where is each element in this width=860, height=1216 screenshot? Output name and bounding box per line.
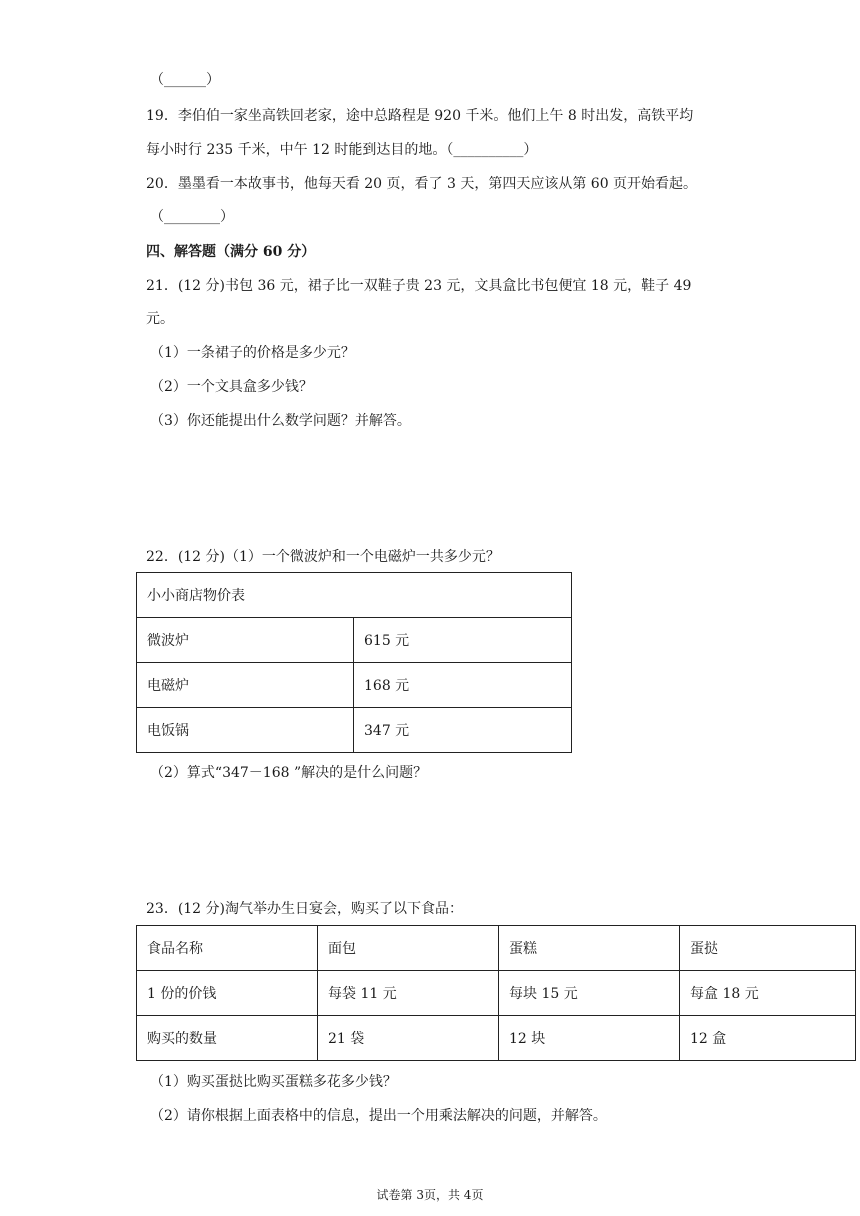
answer-blank-20: （________） xyxy=(150,209,234,225)
table-title: 小小商店物价表 xyxy=(137,573,572,618)
table-row xyxy=(137,573,572,618)
question-22: 22．(12 分)（1）一个微波炉和一个电磁炉一共多少元？ xyxy=(146,549,500,565)
page-footer: 试卷第 3页，共 4页 xyxy=(376,1188,484,1202)
table-row xyxy=(137,708,572,753)
answer-blank-18: （______） xyxy=(150,72,220,88)
table-cell: 347 元 xyxy=(354,708,572,753)
table-cell: 微波炉 xyxy=(137,618,354,663)
table-cell: 21 袋 xyxy=(318,1016,499,1061)
table-row xyxy=(137,1016,856,1061)
question-19-line2: 每小时行 235 千米，中午 12 时能到达目的地。（__________） xyxy=(146,142,538,158)
question-21-part1: （1）一条裙子的价格是多少元？ xyxy=(150,345,355,361)
question-23: 23．(12 分)淘气举办生日宴会，购买了以下食品： xyxy=(146,901,464,917)
table-cell: 购买的数量 xyxy=(137,1016,318,1061)
table-row xyxy=(137,663,572,708)
table-cell: 食品名称 xyxy=(137,926,318,971)
table-cell: 每袋 11 元 xyxy=(318,971,499,1016)
question-21-line1: 21．(12 分)书包 36 元，裙子比一双鞋子贵 23 元，文具盒比书包便宜 18 元，鞋子 49 xyxy=(146,278,692,294)
table-cell: 168 元 xyxy=(354,663,572,708)
question-23-part1: （1）购买蛋挞比购买蛋糕多花多少钱？ xyxy=(150,1074,397,1090)
table-row xyxy=(137,618,572,663)
table-cell: 1 份的价钱 xyxy=(137,971,318,1016)
table-cell: 面包 xyxy=(318,926,499,971)
table-cell: 615 元 xyxy=(354,618,572,663)
table-row xyxy=(137,971,856,1016)
table-cell: 电磁炉 xyxy=(137,663,354,708)
price-table xyxy=(136,572,572,753)
question-23-part2: （2）请你根据上面表格中的信息，提出一个用乘法解决的问题，并解答。 xyxy=(150,1108,607,1124)
section-heading: 四、解答题（满分 60 分） xyxy=(146,244,316,260)
table-cell: 电饭锅 xyxy=(137,708,354,753)
question-21-part3: （3）你还能提出什么数学问题？并解答。 xyxy=(150,413,411,429)
table-cell: 蛋糕 xyxy=(499,926,680,971)
table-cell: 12 盒 xyxy=(680,1016,856,1061)
question-21-part2: （2）一个文具盒多少钱？ xyxy=(150,379,313,395)
table-cell: 每盒 18 元 xyxy=(680,971,856,1016)
food-table xyxy=(136,925,856,1061)
table-row xyxy=(137,926,856,971)
question-19-line1: 19．李伯伯一家坐高铁回老家，途中总路程是 920 千米。他们上午 8 时出发，高铁平均 xyxy=(146,108,694,124)
table-cell: 每块 15 元 xyxy=(499,971,680,1016)
table-cell: 蛋挞 xyxy=(680,926,856,971)
question-21-line2: 元。 xyxy=(146,311,174,327)
question-22-part2: （2）算式“347－168 ”解决的是什么问题？ xyxy=(150,765,428,781)
question-20-line1: 20．墨墨看一本故事书，他每天看 20 页，看了 3 天，第四天应该从第 60 页开始看起。 xyxy=(146,176,698,192)
table-cell: 12 块 xyxy=(499,1016,680,1061)
